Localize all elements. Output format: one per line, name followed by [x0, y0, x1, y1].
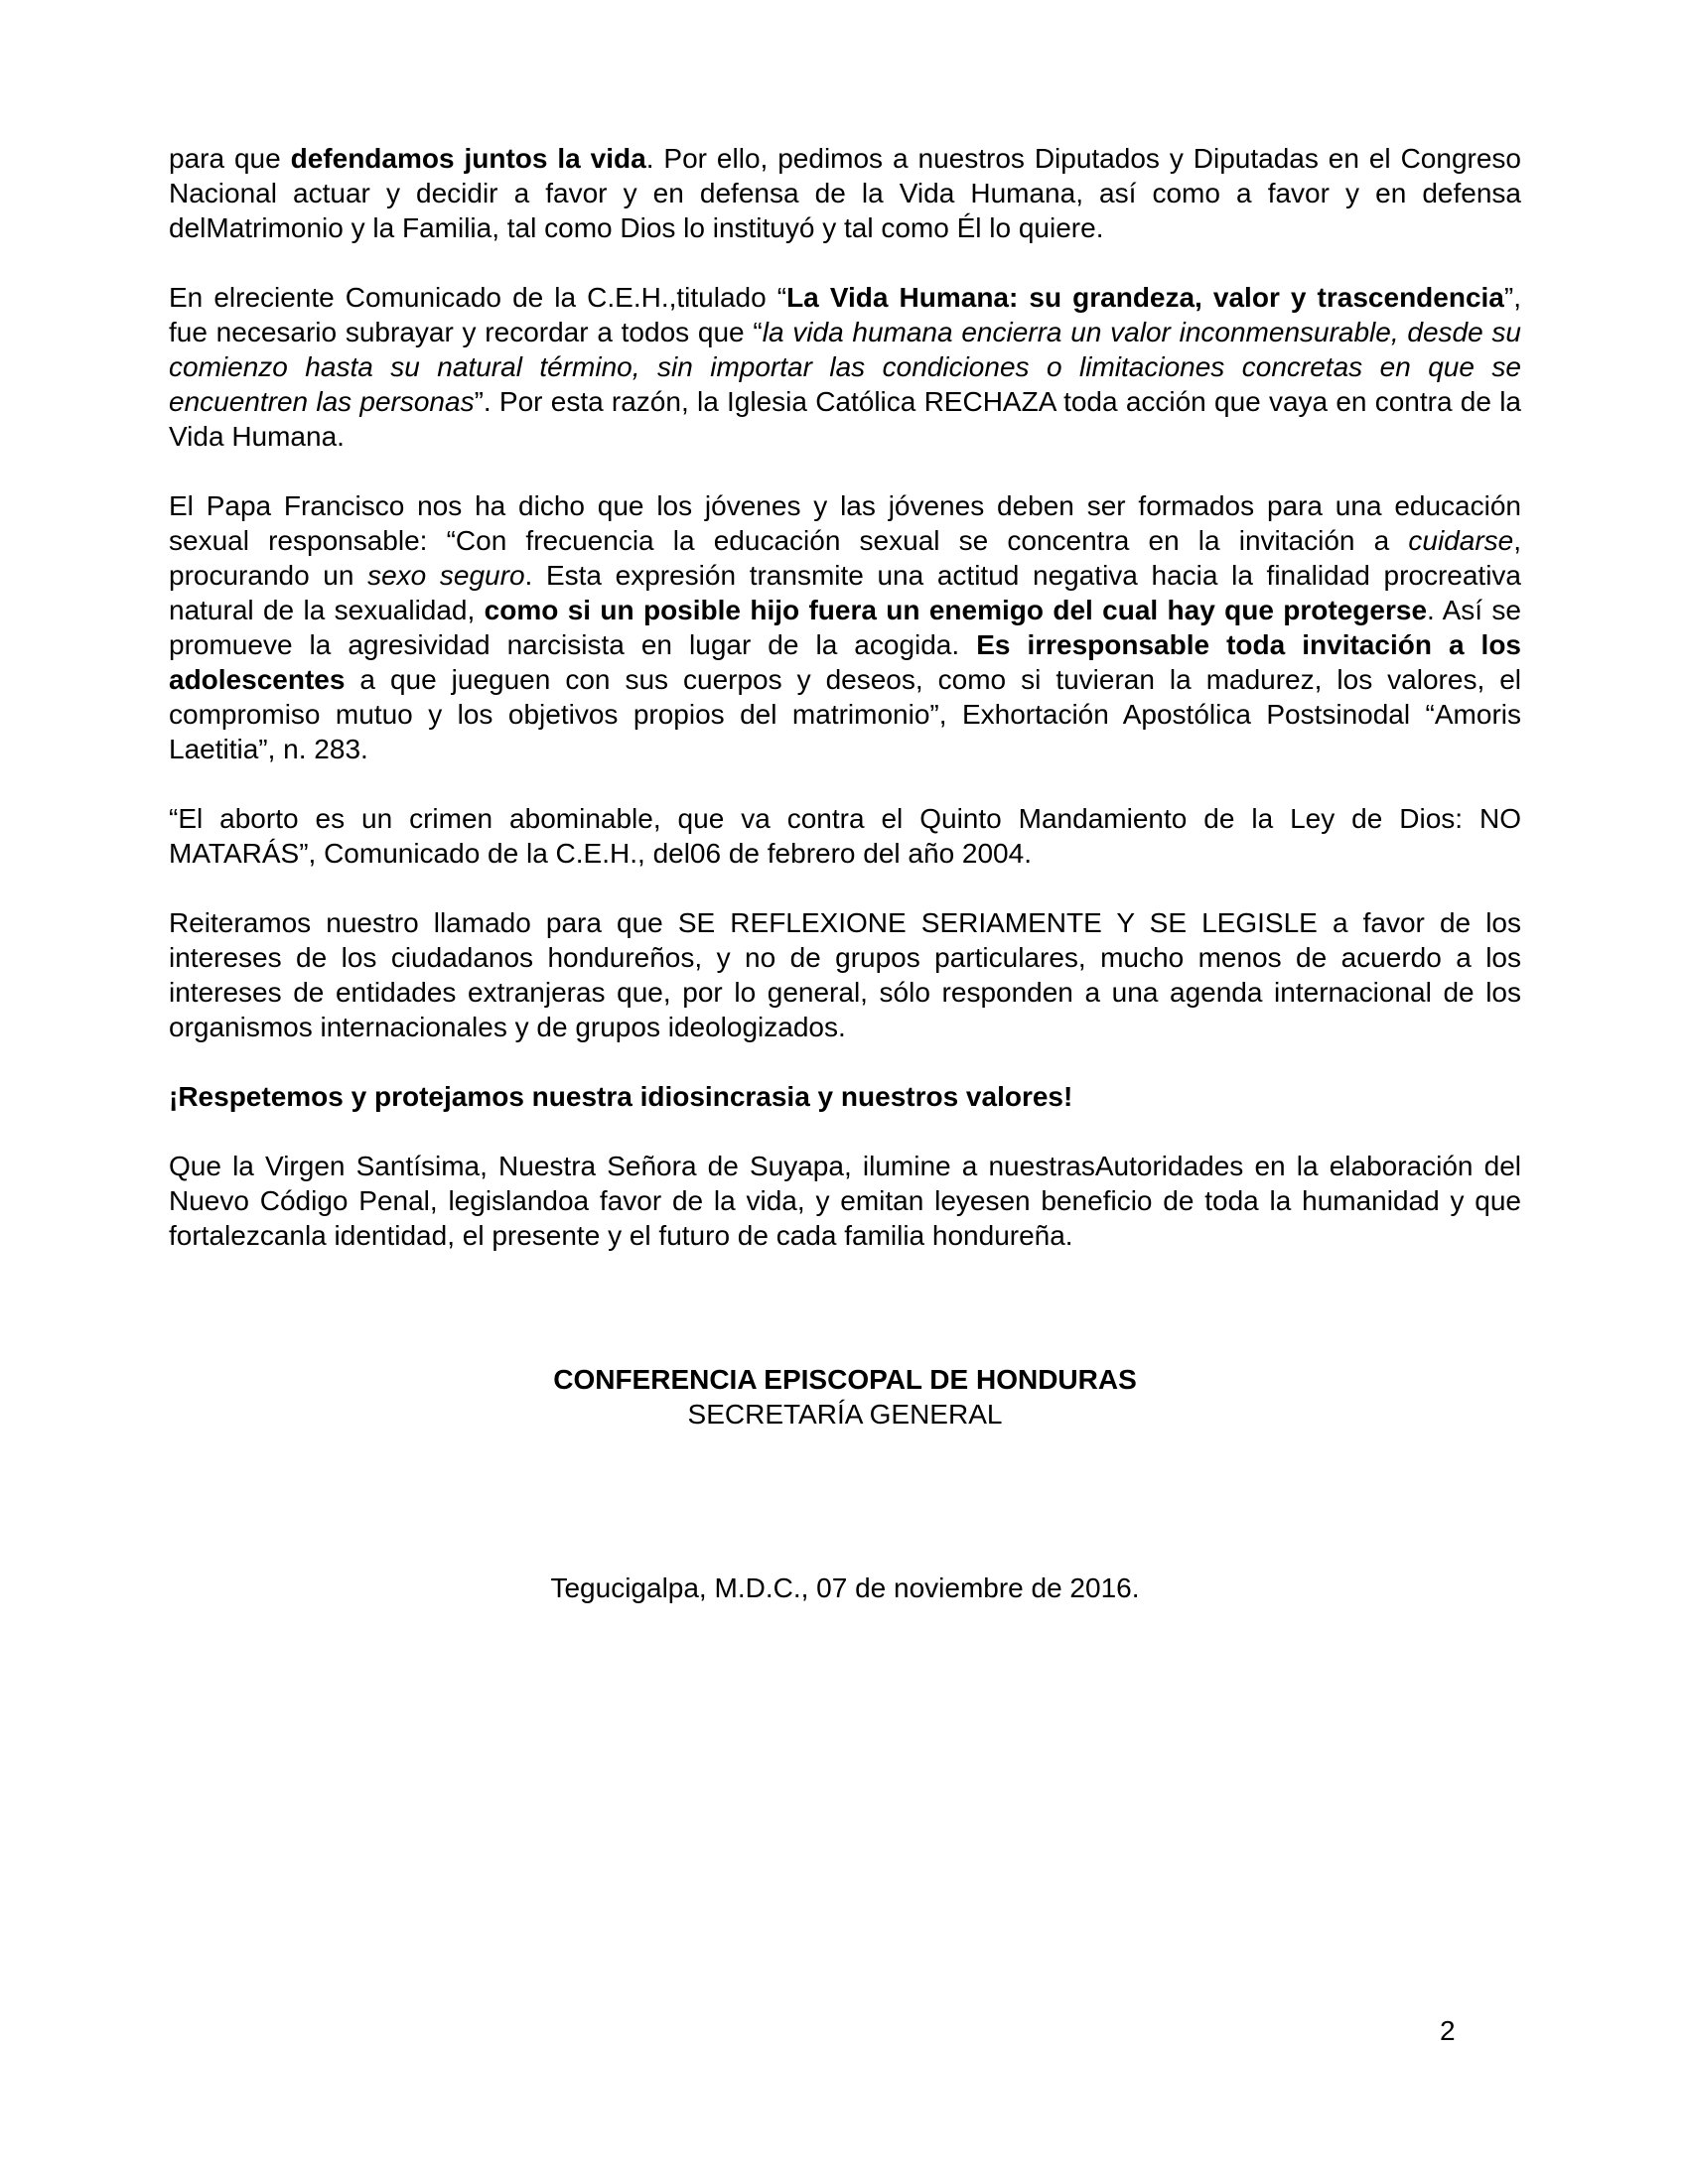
- body-paragraph-3: El Papa Francisco nos ha dicho que los jóvenes y las jóvenes deben ser formados para una educación sexual responsable: “Con frecuencia la educación sexual se concentra en la invitación a cuidarse, procurando un sexo seguro. Esta expresión transmite una actitud negativa hacia la finalidad procreativa natural de la sexualidad, como si un posible hijo fuera un enemigo del cual hay que protegerse. Así se promueve la agresividad narcisista en lugar de la acogida. Es irresponsable toda invitación a los adolescentes a que jueguen con sus cuerpos y deseos, como si tuvieran la madurez, los valores, el compromiso mutuo y los objetivos propios del matrimonio”, Exhortación Apostólica Postsinodal “Amoris Laetitia”, n. 283.: [169, 490, 1522, 764]
- dateline: Tegucigalpa, M.D.C., 07 de noviembre de 2016.: [550, 1572, 1140, 1603]
- body-paragraph-2: En elreciente Comunicado de la C.E.H.,titulado “La Vida Humana: su grandeza, valor y trascendencia”, fue necesario subrayar y recordar a todos que “la vida humana encierra un valor inconmensurable, desde su comienzo hasta su natural término, sin importar las condiciones o limitaciones concretas en que se encuentren las personas”. Por esta razón, la Iglesia Católica RECHAZA toda acción que vaya en contra de la Vida Humana.: [169, 282, 1522, 452]
- document-body: [169, 141, 1521, 1605]
- body-paragraph-5: Reiteramos nuestro llamado para que SE REFLEXIONE SERIAMENTE Y SE LEGISLE a favor de los intereses de los ciudadanos hondureños, y no de grupos particulares, mucho menos de acuerdo a los intereses de entidades extranjeras que, por lo general, sólo responden a una agenda internacional de los organismos internacionales y de grupos ideologizados.: [169, 907, 1521, 1042]
- signature-department: SECRETARÍA GENERAL: [687, 1399, 1003, 1430]
- body-paragraph-4: “El aborto es un crimen abominable, que va contra el Quinto Mandamiento de la Ley de Dios: NO MATARÁS”, Comunicado de la C.E.H., del06 de febrero del año 2004.: [169, 803, 1521, 869]
- body-paragraph-closing: Que la Virgen Santísima, Nuestra Señora de Suyapa, ilumine a nuestrasAutoridades en la elaboración del Nuevo Código Penal, legislandoa favor de la vida, y emitan leyesen beneficio de toda la humanidad y que fortalezcanla identidad, el presente y el futuro de cada familia hondureña.: [169, 1151, 1521, 1251]
- signature-block: [169, 1362, 1521, 1432]
- signature-organization: CONFERENCIA EPISCOPAL DE HONDURAS: [553, 1364, 1137, 1395]
- body-paragraph-1: para que defendamos juntos la vida. Por ello, pedimos a nuestros Diputados y Diputadas en el Congreso Nacional actuar y decidir a favor y en defensa de la Vida Humana, así como a favor y en defensa delMatrimonio y la Familia, tal como Dios lo instituyó y tal como Él lo quiere.: [169, 143, 1521, 243]
- body-paragraph-exclamation: ¡Respetemos y protejamos nuestra idiosincrasia y nuestros valores!: [169, 1081, 1073, 1112]
- page-number: 2: [1440, 2015, 1456, 2046]
